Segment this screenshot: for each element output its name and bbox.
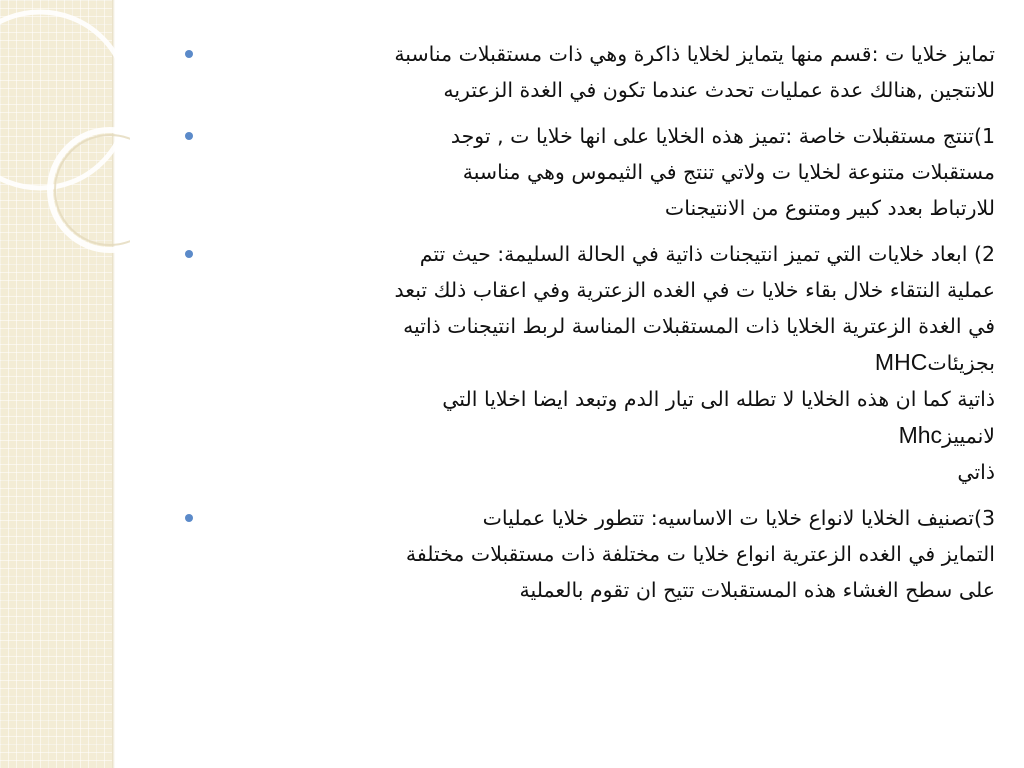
text-line: للارتباط بعدد كبير ومتنوع من الانتيجنات [664,196,995,220]
bullet-dot-icon [185,132,193,140]
text-line-mhc [201,417,995,454]
text-line: على سطح الغشاء هذه المستقبلات تتيح ان تقوم بالعملية [519,578,995,602]
decorative-ring-lower [50,130,130,250]
bullet-item-2 [175,118,995,226]
text-line: 3)تصنيف الخلايا لانواع خلايا ت الاساسيه: تتطور خلايا عمليات [482,506,995,530]
text-line: التمايز في الغده الزعترية انواع خلايا ت مختلفة ذات مستقبلات مختلفة [405,542,995,566]
text-line: في الغدة الزعترية الخلايا ذات المستقبلات المناسة لربط انتيجنات ذاتيه [403,314,995,338]
text-line: 1)تنتج مستقبلات خاصة :تميز هذه الخلايا على انها خلايا ت , توجد [450,124,995,148]
bullet-dot-icon [185,250,193,258]
text-line: للانتجين ,هنالك عدة عمليات تحدث عندما تكون في الغدة الزعتريه [443,78,995,102]
slide-body [175,36,995,618]
text-line: ذاتية كما ان هذه الخلايا لا تطله الى تيار الدم وتبعد ايضا اخلايا التي [442,387,995,411]
text-line: تمايز خلايا ت :قسم منها يتمايز لخلايا ذاكرة وهي ذات مستقبلات مناسبة [394,42,995,66]
text-line: ذاتي [957,460,995,484]
text-fragment: بجزيئات [927,351,995,375]
decorative-rings [0,0,130,320]
bullet-item-3 [175,236,995,490]
mhc-term: MHC [874,349,928,375]
mhc-term: Mhc [898,422,943,448]
bullet-dot-icon [185,514,193,522]
text-line: مستقبلات متنوعة لخلايا ت ولاتي تنتج في الثيموس وهي مناسبة [462,160,995,184]
text-line-mhc [201,344,995,381]
text-line: عملية النتقاء خلال بقاء خلايا ت في الغده الزعترية وفي اعقاب ذلك تبعد [394,278,995,302]
text-fragment: لانمييز [942,424,995,448]
bullet-item-1 [175,36,995,108]
bullet-dot-icon [185,50,193,58]
text-line: 2) ابعاد خلايات التي تميز انتيجنات ذاتية في الحالة السليمة: حيث تتم [419,242,995,266]
bullet-item-4 [175,500,995,608]
